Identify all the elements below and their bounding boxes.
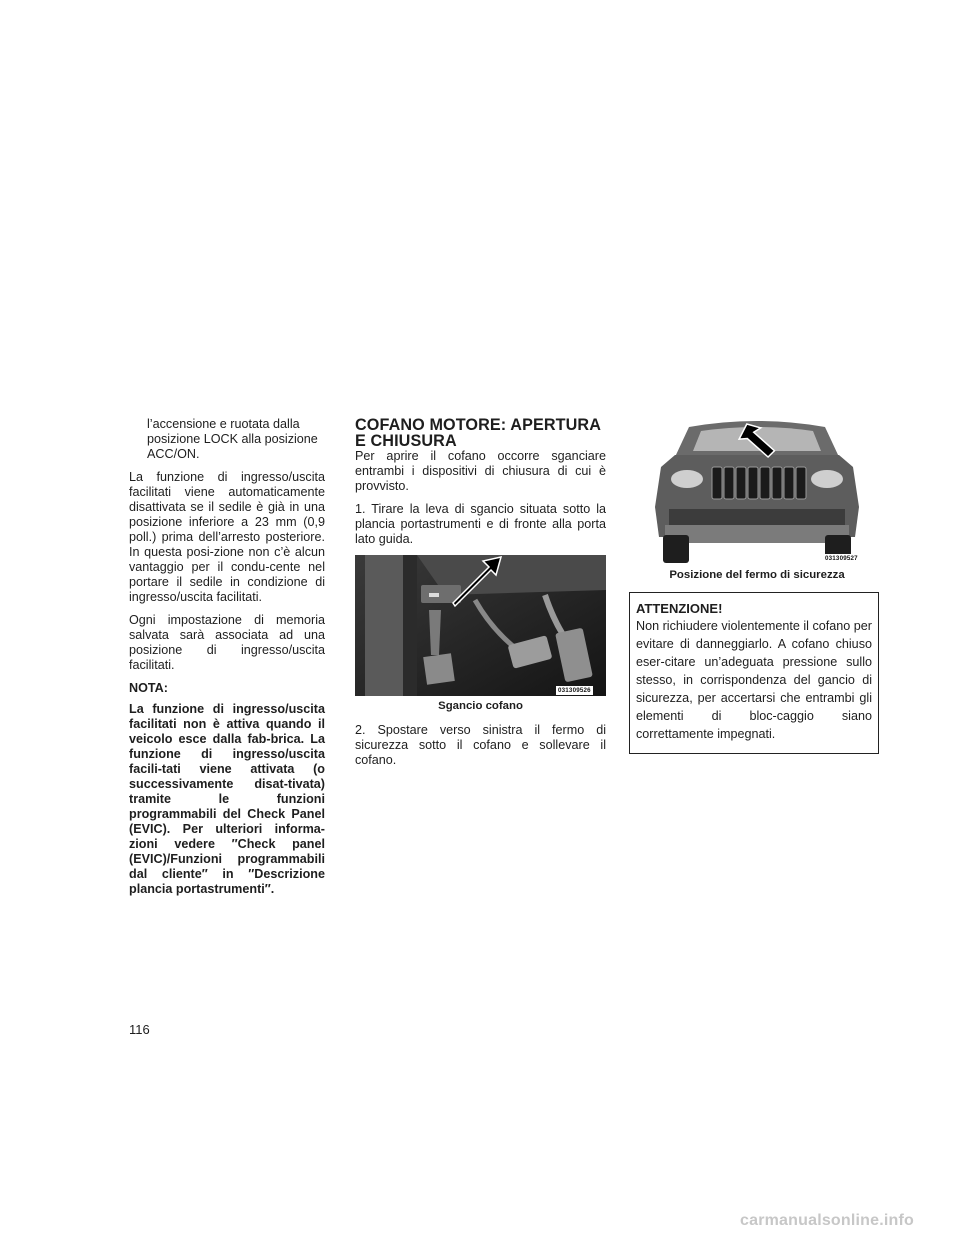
middle-column <box>355 417 606 776</box>
warning-title: ATTENZIONE! <box>636 601 723 616</box>
right-column <box>632 417 882 754</box>
figure-code: 031309526 <box>558 687 591 694</box>
figure-code-2: 031309527 <box>825 555 858 562</box>
safety-latch-figure <box>649 417 865 565</box>
step-2-paragraph: 2. Spostare verso sinistra il fermo di sicurezza sotto il cofano e sollevare il cofano. <box>355 723 606 767</box>
figure-caption-2: Posizione del fermo di sicurezza <box>669 569 845 581</box>
warning-text: Non richiudere violentemente il cofano per evitare di danneggiarlo. A cofano chiuso eser-citare un’adeguata pressione sullo stesso, in corrispondenza del gancio di sicurezza, per accertarsi che entrambi gli elementi di bloc-caggio siano correttamente impegnati. <box>636 619 872 741</box>
warning-box <box>629 592 879 754</box>
page-number: 116 <box>129 1022 150 1037</box>
note-text: La funzione di ingresso/uscita facilitati non è attiva quando il veicolo esce dalla fab-brica. La funzione di ingresso/uscita facili-tati viene attivata (o successivamente disat-tivata) tramite le funzioni programmabili del Check Panel (EVIC). Per ulteriori informa-zioni vedere ″Check panel (EVIC)/Funzioni programmabili dal cliente″ in ″Descrizione plancia portastrumenti″. <box>129 702 325 896</box>
easy-entry-paragraph: La funzione di ingresso/uscita facilitati viene automaticamente disattivata se il sedile è già in una posizione inferiore a 23 mm (0,9 poll.) prima dell’arresto posteriore. In questa posi-zione non c’è alcun vantaggio per il condu-cente nel portare il sedile in condizione di ingresso/uscita facilitati. <box>129 470 325 604</box>
continuation-paragraph: l’accensione e ruotata dalla posizione LOCK alla posizione ACC/ON. <box>147 417 318 461</box>
watermark-text: carmanualsonline.info <box>740 1212 915 1229</box>
jeep-front-illustration <box>649 417 865 565</box>
section-title: COFANO MOTORE: APERTURA E CHIUSURA <box>355 416 601 450</box>
left-column <box>129 417 325 897</box>
note-heading: NOTA: <box>129 681 168 695</box>
hood-release-figure <box>355 555 606 696</box>
memory-paragraph: Ogni impostazione di memoria salvata sarà associata ad una posizione di ingresso/uscita facilitati. <box>129 613 325 672</box>
step-1-paragraph: 1. Tirare la leva di sgancio situata sotto la plancia portastrumenti e di fronte alla porta lato guida. <box>355 502 606 546</box>
intro-paragraph: Per aprire il cofano occorre sganciare entrambi i dispositivi di chiusura di cui è provvisto. <box>355 449 606 493</box>
hood-release-illustration <box>355 555 606 696</box>
figure-caption: Sgancio cofano <box>438 700 523 712</box>
